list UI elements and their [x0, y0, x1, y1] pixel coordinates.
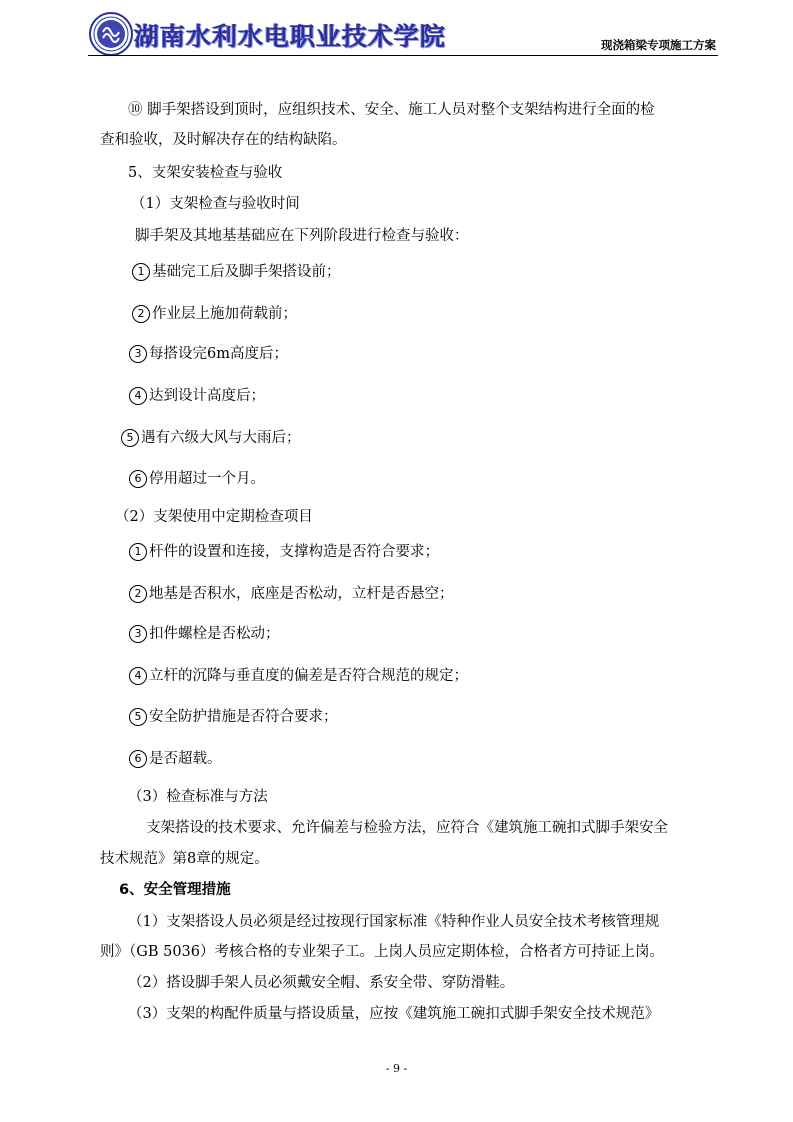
- section-heading: [119, 880, 231, 900]
- line-text: （1）支架搭设人员必须是经过按现行国家标准《特种作业人员安全技术考核管理规: [128, 914, 660, 930]
- line-text: 是否超载。: [149, 751, 222, 767]
- text-line: [146, 818, 668, 838]
- line-text: 脚手架及其地基基础应在下列阶段进行检查与验收：: [135, 228, 469, 244]
- line-text: 6、安全管理措施: [119, 882, 231, 898]
- line-text: 停用超过一个月。: [149, 471, 265, 487]
- line-text: 基础完工后及脚手架搭设前；: [152, 264, 341, 280]
- list-item: [129, 666, 468, 686]
- school-name: 湖南水利水电职业技术学院: [134, 22, 447, 51]
- school-logo-icon: [88, 11, 134, 57]
- subsection-heading: [115, 507, 313, 527]
- circled-number: 6: [129, 470, 147, 488]
- circled-number: 4: [129, 387, 147, 405]
- line-text: 地基是否积水，底座是否松动，立杆是否悬空；: [149, 586, 454, 602]
- list-item: [129, 469, 265, 489]
- line-text: 安全防护措施是否符合要求；: [149, 709, 338, 725]
- line-text: 作业层上施加荷载前；: [152, 306, 297, 322]
- line-text: 技术规范》第8章的规定。: [100, 851, 269, 867]
- line-text: （2）搭设脚手架人员必须戴安全帽、系安全带、穿防滑鞋。: [128, 975, 515, 991]
- circled-number: 2: [129, 585, 147, 603]
- line-text: 杆件的设置和连接，支撑构造是否符合要求；: [149, 544, 439, 560]
- line-text: 则》（GB 5036）考核合格的专业架子工。上岗人员应定期体检，合格者方可持证上岗。: [100, 944, 664, 960]
- line-text: 立杆的沉降与垂直度的偏差是否符合规范的规定；: [149, 668, 468, 684]
- subsection-heading: [128, 787, 268, 807]
- text-line: [135, 226, 469, 246]
- circled-number: 5: [121, 429, 139, 447]
- line-text: （3）支架的构配件质量与搭设质量，应按《建筑施工碗扣式脚手架安全技术规范》: [128, 1006, 660, 1022]
- line-text: （1）支架检查与验收时间: [131, 196, 300, 212]
- list-item: [129, 584, 454, 604]
- text-line: [128, 1004, 659, 1024]
- text-line: [100, 849, 269, 869]
- circled-number: 5: [129, 708, 147, 726]
- document-title: 现浇箱梁专项施工方案: [601, 38, 716, 52]
- circled-number: 1: [129, 543, 147, 561]
- section-heading: [128, 163, 282, 183]
- list-item: [129, 624, 280, 644]
- list-item: [121, 428, 301, 448]
- line-text: 达到设计高度后；: [149, 388, 265, 404]
- item-marker: ⑩: [128, 102, 143, 118]
- text-line: [128, 912, 659, 932]
- line-text: 5、支架安装检查与验收: [128, 165, 283, 181]
- line-text: 查和验收，及时解决存在的结构缺陷。: [100, 132, 347, 148]
- line-text: （3）检查标准与方法: [128, 789, 268, 805]
- list-item: [129, 542, 439, 562]
- page-number: - 9 -: [385, 1062, 408, 1075]
- list-item: [129, 749, 222, 769]
- line-text: 脚手架搭设到顶时，应组织技术、安全、施工人员对整个支架结构进行全面的检: [142, 102, 655, 118]
- header-divider: [88, 55, 718, 56]
- line-text: 每搭设完6m高度后；: [149, 346, 288, 362]
- list-item: [129, 386, 265, 406]
- circled-number: 6: [129, 750, 147, 768]
- text-line: [100, 942, 664, 962]
- circled-number: 2: [132, 305, 150, 323]
- list-item: [129, 707, 338, 727]
- circled-number: 4: [129, 667, 147, 685]
- subsection-heading: [131, 194, 300, 214]
- text-line: [100, 130, 347, 150]
- line-text: 扣件螺栓是否松动；: [149, 626, 280, 642]
- list-item: [132, 304, 297, 324]
- list-item: [132, 262, 341, 282]
- list-item: [129, 344, 288, 364]
- text-line: [128, 973, 514, 993]
- circled-number: 3: [129, 345, 147, 363]
- circled-number: 3: [129, 625, 147, 643]
- line-text: 支架搭设的技术要求、允许偏差与检验方法，应符合《建筑施工碗扣式脚手架安全: [146, 820, 668, 836]
- circled-number: 1: [132, 263, 150, 281]
- line-text: （2）支架使用中定期检查项目: [115, 509, 313, 525]
- line-text: 遇有六级大风与大雨后；: [141, 430, 301, 446]
- text-line: [128, 100, 655, 120]
